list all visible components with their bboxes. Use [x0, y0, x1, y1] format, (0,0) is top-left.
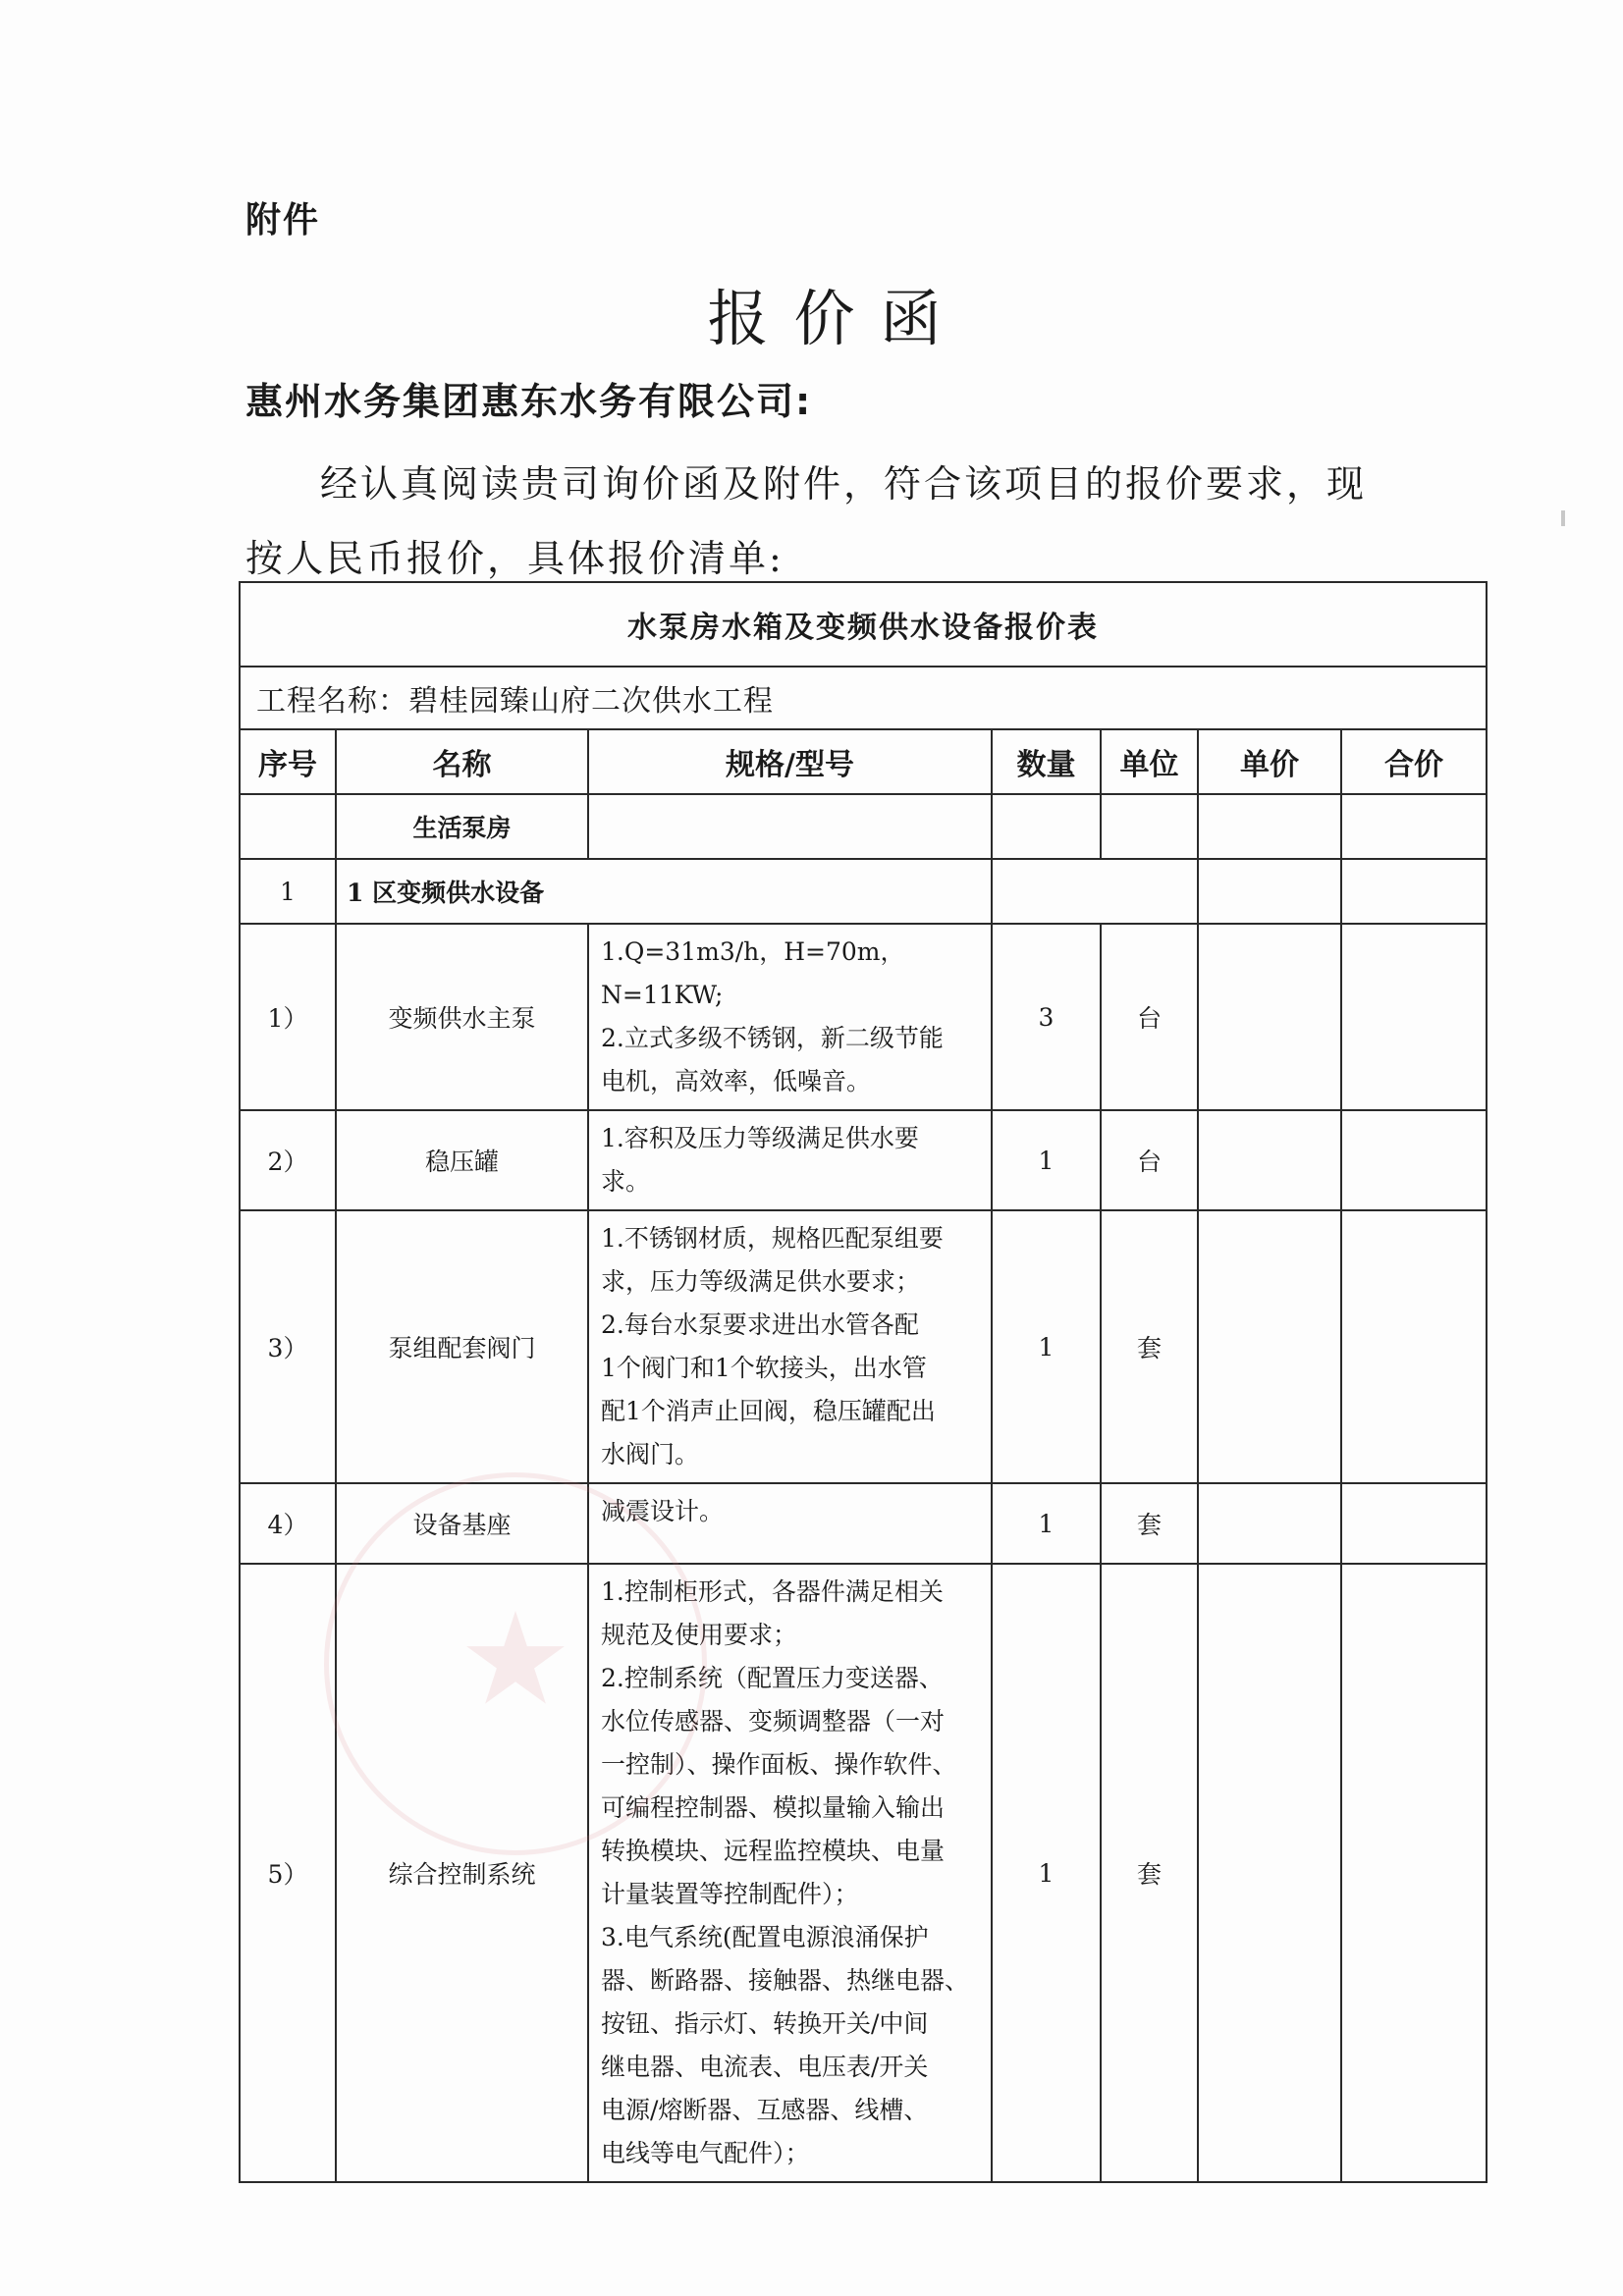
item-no: 4） [240, 1483, 336, 1564]
section-row [240, 794, 1487, 859]
table-row [240, 924, 1487, 1110]
spec-line: 水位传感器、变频调整器（一对 [601, 1707, 946, 1735]
item-price [1198, 924, 1341, 1110]
recipient-line: 惠州水务集团惠东水务有限公司: [245, 380, 813, 423]
spec-line: 水阀门。 [601, 1440, 700, 1468]
spec-line: 1个阀门和1个软接头，出水管 [601, 1354, 927, 1382]
spec-line: 规范及使用要求； [601, 1621, 798, 1649]
item-no: 3） [240, 1210, 336, 1483]
item-no: 5） [240, 1564, 336, 2182]
spec-line: 2.立式多级不锈钢，新二级节能 [601, 1024, 944, 1052]
item-total [1341, 1483, 1487, 1564]
spec-line: 配1个消声止回阀，稳压罐配出 [601, 1397, 936, 1425]
item-price [1198, 1210, 1341, 1483]
subsection-price-cell [1198, 859, 1341, 924]
item-price [1198, 1483, 1341, 1564]
spec-line: 电线等电气配件）； [601, 2139, 810, 2167]
subsection-total-cell [1341, 859, 1487, 924]
item-rows [240, 924, 1487, 2182]
document-title: 报价函 [707, 283, 967, 354]
spec-line: 1.Q=31m3/h，H=70m，N=11KW; [601, 937, 905, 1009]
scan-speck [1561, 510, 1565, 526]
item-spec [588, 1210, 992, 1483]
item-no: 1） [240, 924, 336, 1110]
section-total-cell [1341, 794, 1487, 859]
spec-line: 求，压力等级满足供水要求； [601, 1267, 921, 1296]
spec-line: 3.电气系统(配置电源浪涌保护 [601, 1923, 929, 1951]
item-unit: 套 [1101, 1483, 1198, 1564]
spec-line: 一控制）、操作面板、操作软件、 [601, 1750, 957, 1779]
header-spec: 规格/型号 [588, 729, 992, 794]
spec-line: 器、断路器、接触器、热继电器、 [601, 1966, 970, 1995]
spec-line: 电机，高效率，低噪音。 [601, 1067, 872, 1095]
header-total: 合价 [1341, 729, 1487, 794]
item-qty: 1 [992, 1210, 1101, 1483]
section-name: 生活泵房 [336, 794, 588, 859]
spec-line: 1.容积及压力等级满足供水要 [601, 1124, 919, 1152]
item-unit: 台 [1101, 924, 1198, 1110]
item-spec [588, 1483, 992, 1564]
spec-line: 转换模块、远程监控模块、电量 [601, 1837, 946, 1865]
item-total [1341, 1564, 1487, 2182]
header-qty: 数量 [992, 729, 1101, 794]
spec-line: 计量装置等控制配件）； [601, 1880, 859, 1908]
spec-line: 1.控制柜形式，各器件满足相关 [601, 1577, 944, 1606]
section-price-cell [1198, 794, 1341, 859]
table-row [240, 1483, 1487, 1564]
subsection-no: 1 [240, 859, 336, 924]
table-caption: 水泵房水箱及变频供水设备报价表 [240, 582, 1487, 667]
spec-line: 按钮、指示灯、转换开关/中间 [601, 2009, 929, 2038]
header-unit: 单位 [1101, 729, 1198, 794]
item-qty: 1 [992, 1110, 1101, 1210]
spec-line: 2.控制系统（配置压力变送器、 [601, 1664, 944, 1692]
quote-table [239, 581, 1488, 2183]
spec-line: 1.不锈钢材质，规格匹配泵组要 [601, 1224, 944, 1253]
spec-line: 可编程控制器、模拟量输入输出 [601, 1793, 946, 1822]
subsection-name: 1 区变频供水设备 [336, 859, 992, 924]
item-spec [588, 1564, 992, 2182]
header-name: 名称 [336, 729, 588, 794]
table-header-row [240, 729, 1487, 794]
spec-line: 2.每台水泵要求进出水管各配 [601, 1310, 919, 1339]
spec-line: 电源/熔断器、互感器、线槽、 [601, 2096, 929, 2124]
item-unit: 套 [1101, 1210, 1198, 1483]
item-name: 变频供水主泵 [336, 924, 588, 1110]
table-row [240, 1564, 1487, 2182]
item-spec [588, 1110, 992, 1210]
item-price [1198, 1110, 1341, 1210]
item-price [1198, 1564, 1341, 2182]
item-unit: 套 [1101, 1564, 1198, 2182]
item-name: 泵组配套阀门 [336, 1210, 588, 1483]
header-price: 单价 [1198, 729, 1341, 794]
item-qty: 1 [992, 1564, 1101, 2182]
subsection-row [240, 859, 1487, 924]
item-name: 综合控制系统 [336, 1564, 588, 2182]
section-no-cell [240, 794, 336, 859]
item-total [1341, 1210, 1487, 1483]
item-name: 稳压罐 [336, 1110, 588, 1210]
intro-paragraph: 经认真阅读贵司询价函及附件，符合该项目的报价要求，现按人民币报价，具体报价清单: [245, 462, 1368, 580]
item-qty: 1 [992, 1483, 1101, 1564]
section-qty-cell [992, 794, 1101, 859]
spec-line: 继电器、电流表、电压表/开关 [601, 2053, 929, 2081]
project-name: 工程名称：碧桂园臻山府二次供水工程 [240, 667, 1487, 729]
spec-line: 减震设计。 [601, 1497, 725, 1525]
section-spec-cell [588, 794, 992, 859]
item-total [1341, 1110, 1487, 1210]
item-total [1341, 924, 1487, 1110]
item-name: 设备基座 [336, 1483, 588, 1564]
item-spec [588, 924, 992, 1110]
spec-line: 求。 [601, 1167, 651, 1196]
seal-star-icon: ★ [458, 1584, 573, 1734]
header-no: 序号 [240, 729, 336, 794]
attachment-label: 附件 [245, 200, 321, 240]
item-qty: 3 [992, 924, 1101, 1110]
item-no: 2） [240, 1110, 336, 1210]
table-row [240, 1110, 1487, 1210]
item-unit: 台 [1101, 1110, 1198, 1210]
section-unit-cell [1101, 794, 1198, 859]
table-row [240, 1210, 1487, 1483]
subsection-blank-cell [992, 859, 1198, 924]
